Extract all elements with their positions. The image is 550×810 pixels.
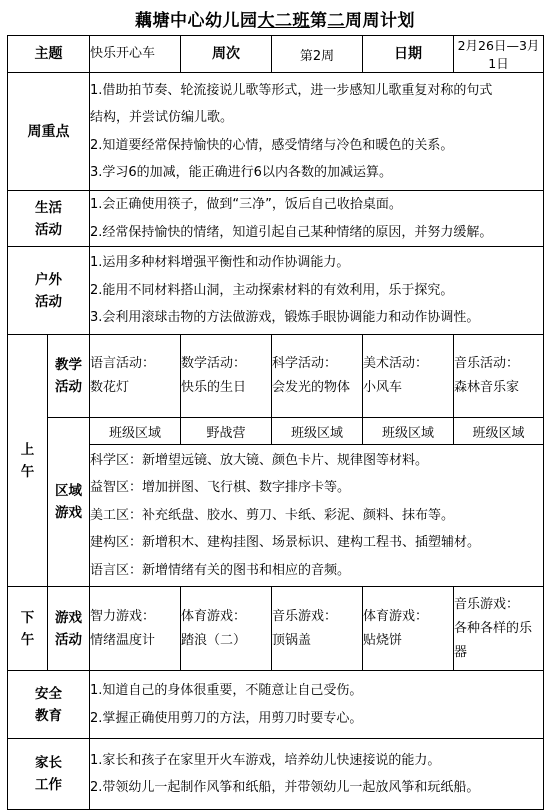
games-label: 游戏 活动 xyxy=(48,587,90,671)
title-week-no: 二 xyxy=(327,11,345,31)
zone-item: 科学区：新增望远镜、放大镜、颜色卡片、规律图等材料。 xyxy=(90,452,429,468)
zone-header: 班级区域 xyxy=(454,418,544,445)
life-content xyxy=(90,191,544,247)
teaching-row xyxy=(8,335,544,418)
weekly-plan-table xyxy=(7,35,544,810)
zones-label: 区域 游戏 xyxy=(48,418,90,587)
parents-content xyxy=(90,739,544,810)
header-row xyxy=(8,36,544,73)
focus-label: 周重点 xyxy=(8,73,90,191)
focus-content xyxy=(90,73,544,191)
page-title xyxy=(0,6,550,31)
afternoon-row xyxy=(8,587,544,671)
outdoor-row xyxy=(8,247,544,335)
outdoor-content xyxy=(90,247,544,335)
focus-item: 结构，并尝试仿编儿歌。 xyxy=(90,110,234,125)
parents-row xyxy=(8,739,544,810)
zone-item: 语言区：新增情绪有关的图书和相应的音频。 xyxy=(90,562,351,578)
zone-item: 建构区：新增积木、建构挂图、场景标识、建构工程书、插塑辅材。 xyxy=(90,535,481,551)
outdoor-item: 2.能用不同材料搭山洞，主动探索材料的有效利用，乐于探究。 xyxy=(90,282,454,298)
date-label: 日期 xyxy=(363,36,454,73)
safety-item: 1.知道自己的身体很重要，不随意让自己受伤。 xyxy=(90,683,363,698)
safety-row xyxy=(8,671,544,739)
safety-content xyxy=(90,671,544,739)
zone-header: 班级区域 xyxy=(272,418,363,445)
week-label: 周次 xyxy=(181,36,272,73)
parents-item: 2.带领幼儿一起制作风筝和纸船，并带领幼儿一起放风筝和玩纸船。 xyxy=(90,780,480,795)
game-activity: 音乐游戏： 各种各样的乐器 xyxy=(454,587,544,671)
focus-item: 3.学习6的加减，能正确进行6以内各数的加减运算。 xyxy=(90,165,392,180)
game-activity: 体育游戏： 踏浪（二） xyxy=(181,587,272,671)
life-label: 生活 活动 xyxy=(8,191,90,247)
game-activity: 智力游戏： 情绪温度计 xyxy=(90,587,181,671)
theme-label: 主题 xyxy=(8,36,90,73)
zone-header: 班级区域 xyxy=(90,418,181,445)
life-item: 2.经常保持愉快的情绪，知道引起自己某种情绪的原因，并努力缓解。 xyxy=(90,224,493,240)
title-suffix: 周周计划 xyxy=(345,11,415,31)
safety-item: 2.掌握正确使用剪刀的方法，用剪刀时要专心。 xyxy=(90,710,363,726)
zone-header: 班级区域 xyxy=(363,418,454,445)
outdoor-label: 户外 活动 xyxy=(8,247,90,335)
outdoor-item: 3.会利用滚球击物的方法做游戏，锻炼手眼协调能力和动作协调性。 xyxy=(90,310,480,326)
life-row xyxy=(8,191,544,247)
teaching-activity: 科学活动： 会发光的物体 xyxy=(272,335,363,418)
title-class: 大二班 xyxy=(257,11,310,31)
teaching-activity: 语言活动： 数花灯 xyxy=(90,335,181,418)
life-item: 1.会正确使用筷子，做到“三净”，饭后自己收拾桌面。 xyxy=(90,197,402,212)
afternoon-label: 下 午 xyxy=(8,587,48,671)
zone-item: 美工区：补充纸盘、胶水、剪刀、卡纸、彩泥、颜料、抹布等。 xyxy=(90,507,455,523)
safety-label: 安全 教育 xyxy=(8,671,90,739)
game-activity: 音乐游戏： 顶锅盖 xyxy=(272,587,363,671)
teaching-label: 教学 活动 xyxy=(48,335,90,418)
teaching-activity: 音乐活动： 森林音乐家 xyxy=(454,335,544,418)
week-value: 第2周 xyxy=(272,36,363,73)
parents-label: 家长 工作 xyxy=(8,739,90,810)
title-middle: 第 xyxy=(310,11,328,31)
focus-item: 1.借助拍节奏、轮流接说儿歌等形式，进一步感知儿歌重复对称的句式 xyxy=(90,82,493,98)
date-value: 2月26日—3月1日 xyxy=(454,36,544,73)
outdoor-item: 1.运用多种材料增强平衡性和动作协调能力。 xyxy=(90,255,350,271)
zone-content xyxy=(90,445,544,587)
title-prefix: 藕塘中心幼儿园 xyxy=(135,11,258,31)
teaching-activity: 美术活动： 小风车 xyxy=(363,335,454,418)
focus-item: 2.知道要经常保持愉快的心情，感受情绪与冷色和暖色的关系。 xyxy=(90,137,454,153)
zone-item: 益智区：增加拼图、飞行棋、数字排序卡等。 xyxy=(90,480,351,496)
zone-header-row xyxy=(8,418,544,445)
parents-item: 1.家长和孩子在家里开火车游戏，培养幼儿快速接说的能力。 xyxy=(90,752,441,768)
focus-row xyxy=(8,73,544,191)
zone-header: 野战营 xyxy=(181,418,272,445)
theme-value: 快乐开心车 xyxy=(90,36,181,73)
game-activity: 体育游戏： 贴烧饼 xyxy=(363,587,454,671)
morning-label: 上 午 xyxy=(8,335,48,587)
teaching-activity: 数学活动： 快乐的生日 xyxy=(181,335,272,418)
